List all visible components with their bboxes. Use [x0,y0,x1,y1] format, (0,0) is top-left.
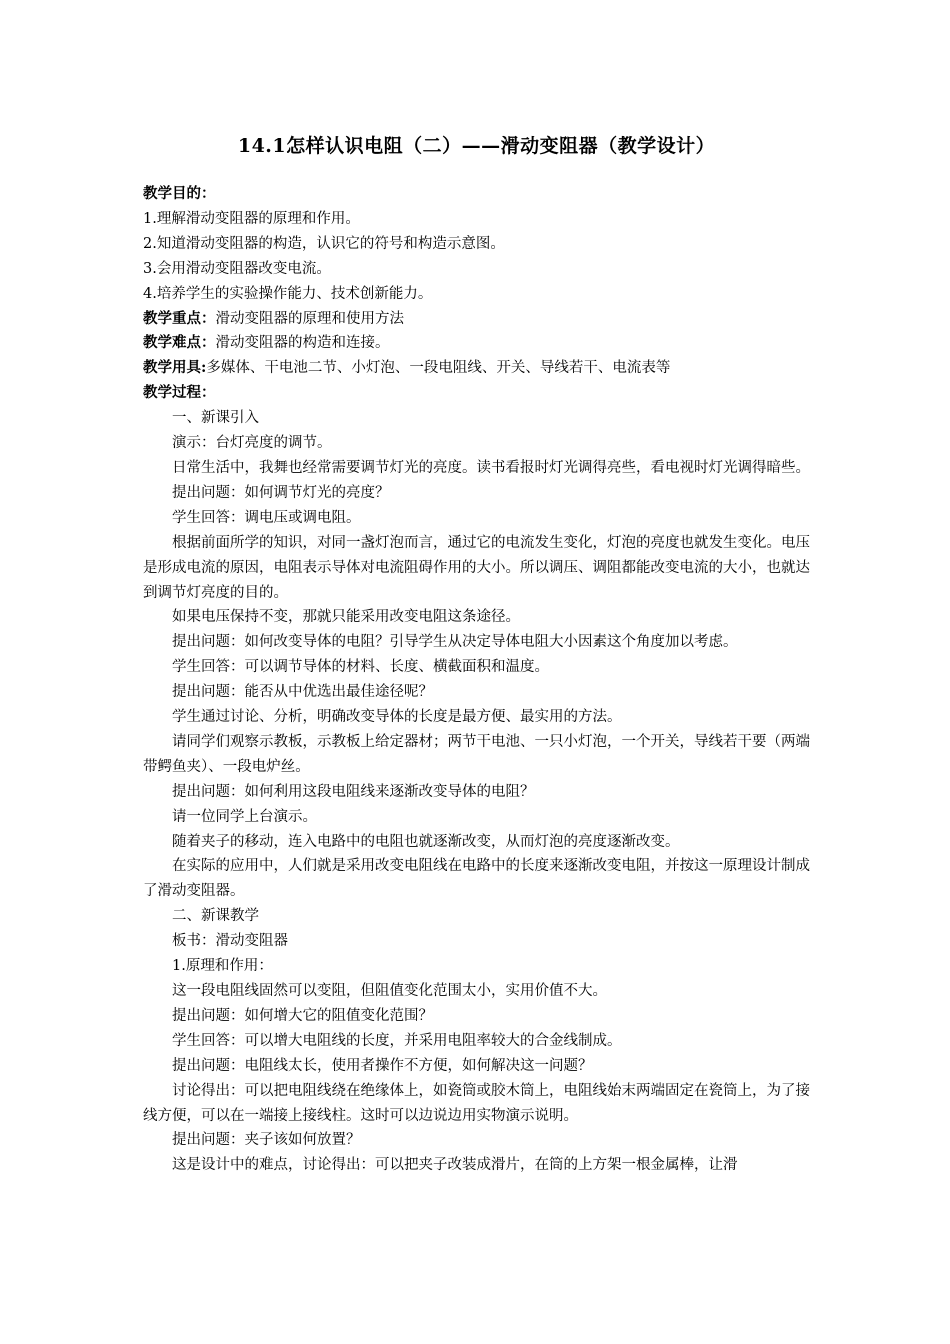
objective-item: 4.培养学生的实验操作能力、技术创新能力。 [143,285,433,302]
process-paragraph: 提出问题：夹子该如何放置？ [172,1132,361,1149]
process-paragraph: 一、新课引入 [172,410,259,427]
process-paragraph: 如果电压保持不变，那就只能采用改变电阻这条途径。 [172,609,520,626]
process-paragraphs [143,406,810,1178]
process-paragraph: 演示：台灯亮度的调节。 [172,435,332,452]
process-paragraph: 提出问题：如何利用这段电阻线来逐渐改变导体的电阻？ [172,783,535,800]
process-paragraph: 这是设计中的难点，讨论得出：可以把夹子改装成滑片，在筒的上方架一根金属棒，让滑 [172,1157,738,1174]
process-paragraph: 请一位同学上台演示。 [172,808,317,825]
process-paragraph: 板书：滑动变阻器 [172,933,288,950]
process-paragraph: 在实际的应用中，人们就是采用改变电阻线在电路中的长度来逐渐改变电阻，并按这一原理设计制成了滑动变阻器。 [143,858,810,900]
process-paragraph: 请同学们观察示教板，示教板上给定器材；两节干电池、一只小灯泡，一个开关，导线若干要（两端带鳄鱼夹）、一段电炉丝。 [143,733,810,775]
process-heading: 教学过程： [143,384,216,402]
difficult-point-line [143,331,810,356]
tools-text: 多媒体、干电池二节、小灯泡、一段电阻线、开关、导线若干、电流表等 [206,360,671,377]
tools-label: 教学用具: [143,359,207,377]
objective-item: 1.理解滑动变阻器的原理和作用。 [143,210,360,227]
key-point-line [143,307,810,332]
process-paragraph: 提出问题：能否从中优选出最佳途径呢？ [172,684,433,701]
process-paragraph: 学生回答：可以调节导体的材料、长度、横截面积和温度。 [172,659,549,676]
process-paragraph: 学生通过讨论、分析，明确改变导体的长度是最方便、最实用的方法。 [172,709,622,726]
process-paragraph: 学生回答：调电压或调电阻。 [172,509,361,526]
process-paragraph: 日常生活中，我舞也经常需要调节灯光的亮度。读书看报时灯光调得亮些，看电视时灯光调得暗些。 [172,459,810,476]
process-paragraph: 提出问题：如何调节灯光的亮度？ [172,484,390,501]
key-point-label: 教学重点： [143,309,216,327]
difficult-point-text: 滑动变阻器的构造和连接。 [215,335,390,352]
tools-line [143,356,810,381]
process-paragraph: 1.原理和作用： [172,958,273,975]
process-paragraph: 提出问题：电阻线太长，使用者操作不方便，如何解决这一问题？ [172,1057,593,1074]
process-paragraph: 提出问题：如何改变导体的电阻？引导学生从决定导体电阻大小因素这个角度加以考虑。 [172,634,738,651]
process-paragraph: 这一段电阻线固然可以变阻，但阻值变化范围太小，实用价值不大。 [172,983,607,999]
key-point-text: 滑动变阻器的原理和使用方法 [215,310,404,327]
process-paragraph: 根据前面所学的知识，对同一盏灯泡而言，通过它的电流发生变化，灯泡的亮度也就发生变化。电压是形成电流的原因，电阻表示导体对电流阻碍作用的大小。所以调压、调阻都能改变电流的大小，也就达到调节灯亮度的目的。 [143,534,810,601]
process-paragraph: 提出问题：如何增大它的阻值变化范围？ [172,1007,433,1024]
document-body [143,182,810,1178]
process-paragraph: 学生回答：可以增大电阻线的长度，并采用电阻率较大的合金线制成。 [172,1032,622,1049]
difficult-point-label: 教学难点： [143,334,216,352]
document-title: 14.1怎样认识电阻（二）——滑动变阻器（教学设计） [237,135,716,157]
process-paragraph: 随着夹子的移动，连入电路中的电阻也就逐渐改变，从而灯泡的亮度逐渐改变。 [172,833,680,850]
objectives-heading: 教学目的： [143,185,216,202]
process-paragraph: 二、新课教学 [172,908,259,925]
objective-item: 2.知道滑动变阻器的构造，认识它的符号和构造示意图。 [143,235,505,252]
process-paragraph: 讨论得出：可以把电阻线绕在绝缘体上，如瓷筒或胶木筒上，电阻线始末两端固定在瓷筒上，为了接线方便，可以在一端接上接线柱。这时可以边说边用实物演示说明。 [143,1082,810,1124]
objective-item: 3.会用滑动变阻器改变电流。 [143,260,331,277]
